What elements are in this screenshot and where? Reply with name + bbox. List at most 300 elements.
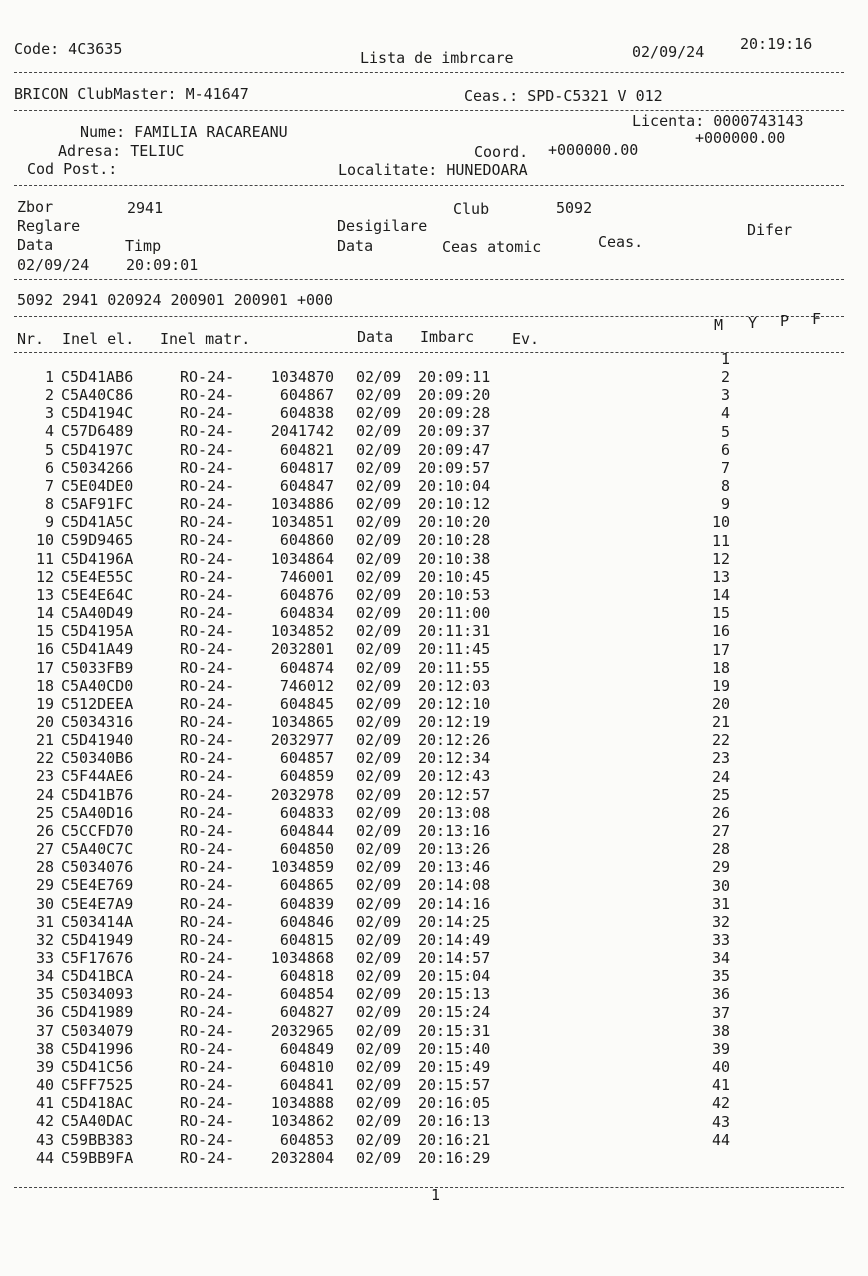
ring-prefix: RO-24-	[180, 1130, 235, 1149]
right-index-number: 31	[711, 894, 730, 913]
row-number: 19	[35, 694, 54, 713]
arrival-time: 20:09:20	[418, 386, 491, 405]
licence-number: Licenta: 0000743143	[632, 112, 804, 130]
arrival-time: 20:16:13	[418, 1112, 491, 1131]
arrival-date: 02/09	[356, 604, 402, 623]
row-number: 27	[35, 840, 54, 859]
ring-prefix: RO-24-	[180, 858, 235, 877]
arrival-time: 20:14:49	[418, 930, 491, 949]
row-number: 10	[35, 531, 54, 550]
arrival-date: 02/09	[356, 1003, 402, 1022]
right-index-number: 18	[711, 658, 730, 677]
electronic-ring: C512DEEA	[61, 694, 134, 713]
electronic-ring: C5D41949	[61, 930, 134, 949]
electronic-ring: C59BB9FA	[61, 1148, 134, 1167]
arrival-date: 02/09	[356, 785, 402, 804]
divider	[14, 185, 844, 186]
col-header-y: Y	[748, 314, 758, 332]
ring-prefix: RO-24-	[180, 1021, 235, 1040]
page-number: 1	[431, 1186, 441, 1204]
electronic-ring: C5AF91FC	[61, 495, 134, 514]
divider	[14, 279, 844, 280]
ring-number: 604853	[279, 1130, 334, 1149]
row-number: 14	[35, 604, 54, 623]
arrival-time: 20:13:08	[418, 803, 491, 822]
setting-date: 02/09/24	[17, 256, 90, 274]
electronic-ring: C59D9465	[61, 531, 134, 550]
right-index-number: 11	[711, 531, 730, 550]
document-title: Lista de imbrcare	[360, 49, 514, 67]
arrival-time: 20:12:19	[418, 712, 491, 731]
arrival-time: 20:11:00	[418, 604, 491, 623]
electronic-ring: C5A40D16	[61, 803, 134, 822]
arrival-date: 02/09	[356, 803, 402, 822]
arrival-date: 02/09	[356, 640, 402, 659]
ring-number: 1034859	[270, 858, 334, 877]
arrival-date: 02/09	[356, 1057, 402, 1076]
ring-number: 1034865	[270, 712, 334, 731]
arrival-time: 20:15:31	[418, 1021, 491, 1040]
ring-number: 1034868	[270, 949, 334, 967]
ring-number: 2041742	[270, 422, 334, 441]
ring-prefix: RO-24-	[180, 604, 235, 623]
right-index-number: 12	[711, 549, 730, 568]
ring-number: 604810	[279, 1057, 334, 1076]
electronic-ring: C5034316	[61, 712, 134, 731]
ring-prefix: RO-24-	[180, 368, 235, 386]
ring-prefix: RO-24-	[180, 985, 235, 1004]
row-number: 31	[35, 912, 54, 931]
right-index-number: 34	[711, 949, 730, 968]
ring-number: 2032801	[270, 640, 334, 659]
row-number: 12	[35, 567, 54, 586]
right-index-number: 2	[720, 368, 730, 387]
ring-prefix: RO-24-	[180, 1039, 235, 1058]
arrival-time: 20:14:16	[418, 894, 491, 913]
ring-prefix: RO-24-	[180, 1057, 235, 1076]
electronic-ring: C5E4E55C	[61, 567, 134, 586]
arrival-date: 02/09	[356, 513, 402, 532]
ring-prefix: RO-24-	[180, 458, 235, 477]
row-number: 25	[35, 803, 54, 822]
arrival-time: 20:15:04	[418, 967, 491, 986]
arrival-time: 20:10:38	[418, 549, 491, 568]
coord-value-1: +000000.00	[548, 141, 639, 159]
ring-prefix: RO-24-	[180, 785, 235, 804]
row-number: 23	[35, 767, 54, 786]
arrival-date: 02/09	[356, 567, 402, 586]
arrival-time: 20:09:47	[418, 440, 491, 459]
ring-number: 1034864	[270, 549, 334, 568]
table-row	[0, 533, 868, 551]
ring-prefix: RO-24-	[180, 731, 235, 750]
electronic-ring: C5D41B76	[61, 785, 134, 804]
arrival-time: 20:12:26	[418, 731, 491, 750]
arrival-time: 20:14:08	[418, 876, 491, 895]
ring-number: 604847	[279, 476, 334, 495]
col-header-p: P	[780, 312, 790, 330]
ring-number: 604818	[279, 967, 334, 986]
ring-number: 604865	[279, 876, 334, 895]
col-header-nr: Nr.	[17, 330, 45, 348]
electronic-ring: C5D41A49	[61, 640, 134, 659]
row-number: 36	[35, 1003, 54, 1022]
electronic-ring: C503414A	[61, 912, 134, 931]
arrival-date: 02/09	[356, 404, 402, 423]
ring-prefix: RO-24-	[180, 967, 235, 986]
col-header-ring-number: Inel matr.	[160, 330, 251, 348]
ring-prefix: RO-24-	[180, 658, 235, 677]
ring-prefix: RO-24-	[180, 676, 235, 695]
electronic-ring: C5034076	[61, 858, 134, 877]
col-header-clocking: Imbarc	[420, 328, 475, 346]
ring-number: 2032965	[270, 1021, 334, 1040]
col-header-event: Ev.	[512, 330, 540, 348]
arrival-time: 20:14:57	[418, 949, 491, 967]
right-index-number: 9	[720, 495, 730, 514]
row-number: 3	[44, 404, 54, 423]
unseal-date-label: Data	[337, 237, 374, 255]
divider	[14, 72, 844, 73]
ring-prefix: RO-24-	[180, 404, 235, 423]
right-index-number: 32	[711, 912, 730, 931]
row-number: 6	[44, 458, 54, 477]
table-row	[0, 1130, 868, 1151]
right-index-number: 43	[711, 1112, 730, 1131]
ring-prefix: RO-24-	[180, 567, 235, 586]
row-number: 24	[35, 785, 54, 804]
arrival-date: 02/09	[356, 658, 402, 677]
unsealing-label: Desigilare	[337, 217, 428, 235]
right-index-number: 27	[711, 822, 730, 841]
ring-number: 746001	[279, 567, 334, 586]
ring-prefix: RO-24-	[180, 821, 235, 840]
table-row	[0, 424, 868, 442]
ring-number: 604821	[279, 440, 334, 459]
right-index-number: 4	[720, 404, 730, 423]
right-index-number: 5	[720, 422, 730, 441]
right-index-number: 24	[711, 767, 730, 786]
arrival-date: 02/09	[356, 1148, 402, 1167]
arrival-date: 02/09	[356, 749, 402, 768]
right-index-number: 22	[711, 731, 730, 750]
right-index-number: 39	[711, 1039, 730, 1058]
arrival-time: 20:13:26	[418, 840, 491, 859]
arrival-date: 02/09	[356, 930, 402, 949]
ring-prefix: RO-24-	[180, 531, 235, 550]
arrival-time: 20:15:40	[418, 1039, 491, 1058]
right-index-number: 7	[720, 458, 730, 477]
right-index-number: 10	[711, 513, 730, 532]
right-index-number: 13	[711, 567, 730, 586]
right-index-number: 42	[711, 1094, 730, 1113]
arrival-time: 20:12:03	[418, 676, 491, 695]
row-number: 37	[35, 1021, 54, 1040]
ring-number: 604876	[279, 585, 334, 604]
electronic-ring: C5D41BCA	[61, 967, 134, 986]
right-index-column	[690, 352, 730, 1151]
row-number: 1	[44, 368, 54, 386]
arrival-date: 02/09	[356, 1130, 402, 1149]
ring-prefix: RO-24-	[180, 585, 235, 604]
coord-label: Coord.	[474, 143, 529, 161]
electronic-ring: C5E4E7A9	[61, 894, 134, 913]
right-index-number: 44	[711, 1130, 730, 1149]
right-index-number: 23	[711, 749, 730, 768]
arrival-time: 20:10:28	[418, 531, 491, 550]
arrival-time: 20:11:45	[418, 640, 491, 659]
row-number: 33	[35, 949, 54, 967]
electronic-ring: C5034093	[61, 985, 134, 1004]
arrival-time: 20:16:21	[418, 1130, 491, 1149]
arrival-date: 02/09	[356, 549, 402, 568]
ring-prefix: RO-24-	[180, 513, 235, 532]
electronic-ring: C5A40DAC	[61, 1112, 134, 1131]
row-number: 4	[44, 422, 54, 441]
arrival-time: 20:15:24	[418, 1003, 491, 1022]
right-index-number: 41	[711, 1076, 730, 1095]
arrival-time: 20:10:20	[418, 513, 491, 532]
col-header-f: F	[812, 310, 822, 328]
row-number: 30	[35, 894, 54, 913]
arrival-time: 20:10:45	[418, 567, 491, 586]
divider	[14, 1187, 844, 1188]
flight-summary-code: 5092 2941 020924 200901 200901 +000	[17, 291, 334, 309]
right-index-number: 3	[720, 386, 730, 405]
right-index-number: 16	[711, 622, 730, 641]
right-index-number: 26	[711, 803, 730, 822]
row-number: 40	[35, 1076, 54, 1095]
arrival-date: 02/09	[356, 840, 402, 859]
ring-number: 604849	[279, 1039, 334, 1058]
arrival-time: 20:16:29	[418, 1148, 491, 1167]
arrival-date: 02/09	[356, 585, 402, 604]
row-number: 9	[44, 513, 54, 532]
row-number: 13	[35, 585, 54, 604]
clocking-table	[0, 370, 868, 1169]
table-row	[0, 1114, 868, 1132]
ring-number: 604817	[279, 458, 334, 477]
arrival-date: 02/09	[356, 495, 402, 514]
ring-prefix: RO-24-	[180, 840, 235, 859]
row-number: 38	[35, 1039, 54, 1058]
print-date: 02/09/24	[632, 43, 705, 61]
right-index-number: 14	[711, 586, 730, 605]
arrival-date: 02/09	[356, 949, 402, 967]
electronic-ring: C5F17676	[61, 949, 134, 967]
postcode-label: Cod Post.:	[27, 160, 118, 178]
table-row	[0, 642, 868, 660]
col-header-m: M	[714, 316, 724, 334]
date-label: Data	[17, 236, 54, 254]
right-index-number: 19	[711, 676, 730, 695]
ring-number: 604850	[279, 840, 334, 859]
ring-prefix: RO-24-	[180, 712, 235, 731]
electronic-ring: C5D41C56	[61, 1057, 134, 1076]
right-index-number: 28	[711, 840, 730, 859]
electronic-ring: C5034079	[61, 1021, 134, 1040]
ring-prefix: RO-24-	[180, 549, 235, 568]
ring-prefix: RO-24-	[180, 386, 235, 405]
arrival-date: 02/09	[356, 894, 402, 913]
ring-number: 604860	[279, 531, 334, 550]
right-index-number: 21	[711, 713, 730, 732]
electronic-ring: C5F44AE6	[61, 767, 134, 786]
row-number: 15	[35, 622, 54, 641]
row-number: 22	[35, 749, 54, 768]
arrival-time: 20:16:05	[418, 1094, 491, 1113]
arrival-time: 20:15:57	[418, 1076, 491, 1095]
row-number: 21	[35, 731, 54, 750]
arrival-date: 02/09	[356, 368, 402, 386]
print-time: 20:19:16	[740, 35, 813, 53]
arrival-time: 20:13:16	[418, 821, 491, 840]
arrival-date: 02/09	[356, 731, 402, 750]
electronic-ring: C57D6489	[61, 422, 134, 441]
ring-number: 2032978	[270, 785, 334, 804]
right-index-number: 30	[711, 876, 730, 895]
electronic-ring: C5D418AC	[61, 1094, 134, 1113]
ring-number: 1034851	[270, 513, 334, 532]
electronic-ring: C5E4E64C	[61, 585, 134, 604]
ring-number: 604841	[279, 1076, 334, 1095]
arrival-time: 20:10:53	[418, 585, 491, 604]
col-header-electronic-ring: Inel el.	[62, 330, 135, 348]
ring-prefix: RO-24-	[180, 949, 235, 967]
arrival-date: 02/09	[356, 531, 402, 550]
ring-prefix: RO-24-	[180, 440, 235, 459]
arrival-time: 20:12:57	[418, 785, 491, 804]
row-number: 11	[35, 549, 54, 568]
time-label: Timp	[125, 237, 162, 255]
electronic-ring: C5D4195A	[61, 622, 134, 641]
coord-value-2: +000000.00	[695, 129, 786, 147]
ring-number: 604839	[279, 894, 334, 913]
ring-number: 604854	[279, 985, 334, 1004]
electronic-ring: C5FF7525	[61, 1076, 134, 1095]
table-row	[0, 1005, 868, 1023]
arrival-date: 02/09	[356, 476, 402, 495]
row-number: 20	[35, 712, 54, 731]
right-index-number: 35	[711, 967, 730, 986]
ring-number: 604834	[279, 604, 334, 623]
electronic-ring: C5A40C86	[61, 386, 134, 405]
electronic-ring: C5D41AB6	[61, 368, 134, 386]
device-name: BRICON ClubMaster: M-41647	[14, 85, 249, 103]
flight-label: Zbor	[17, 198, 54, 216]
ring-number: 2032804	[270, 1148, 334, 1167]
ring-number: 604833	[279, 803, 334, 822]
locality: Localitate: HUNEDOARA	[338, 161, 528, 179]
row-number: 44	[35, 1148, 54, 1167]
owner-name: Nume: FAMILIA RACAREANU	[80, 123, 288, 141]
ring-number: 604867	[279, 386, 334, 405]
row-number: 42	[35, 1112, 54, 1131]
right-index-number: 6	[720, 440, 730, 459]
ring-prefix: RO-24-	[180, 1094, 235, 1113]
ring-prefix: RO-24-	[180, 694, 235, 713]
divider	[14, 110, 844, 111]
ring-number: 604838	[279, 404, 334, 423]
arrival-date: 02/09	[356, 1039, 402, 1058]
arrival-time: 20:11:31	[418, 622, 491, 641]
atomic-clock-label: Ceas atomic	[442, 238, 542, 256]
table-row	[0, 1148, 868, 1169]
ring-number: 604857	[279, 749, 334, 768]
arrival-date: 02/09	[356, 712, 402, 731]
ring-prefix: RO-24-	[180, 1076, 235, 1095]
arrival-date: 02/09	[356, 458, 402, 477]
arrival-date: 02/09	[356, 1021, 402, 1040]
row-number: 7	[44, 476, 54, 495]
setting-label: Reglare	[17, 217, 81, 235]
arrival-date: 02/09	[356, 858, 402, 877]
owner-address: Adresa: TELIUC	[58, 142, 185, 160]
setting-time: 20:09:01	[126, 256, 199, 274]
right-index-number: 1	[720, 350, 730, 368]
arrival-time: 20:09:37	[418, 422, 491, 441]
ring-number: 604844	[279, 821, 334, 840]
ring-prefix: RO-24-	[180, 803, 235, 822]
right-index-number: 8	[720, 477, 730, 496]
electronic-ring: C5D4194C	[61, 404, 134, 423]
ring-prefix: RO-24-	[180, 622, 235, 641]
electronic-ring: C5E04DE0	[61, 476, 134, 495]
ring-prefix: RO-24-	[180, 912, 235, 931]
arrival-date: 02/09	[356, 440, 402, 459]
row-number: 35	[35, 985, 54, 1004]
ring-number: 1034888	[270, 1094, 334, 1113]
right-index-number: 25	[711, 785, 730, 804]
arrival-date: 02/09	[356, 422, 402, 441]
table-row	[0, 549, 868, 570]
table-row	[0, 878, 868, 896]
arrival-time: 20:12:34	[418, 749, 491, 768]
right-index-number: 40	[711, 1058, 730, 1077]
ring-number: 604846	[279, 912, 334, 931]
arrival-date: 02/09	[356, 694, 402, 713]
ring-prefix: RO-24-	[180, 1112, 235, 1131]
clock-id: Ceas.: SPD-C5321 V 012	[464, 87, 663, 105]
electronic-ring: C5034266	[61, 458, 134, 477]
ring-number: 1034862	[270, 1112, 334, 1131]
row-number: 8	[44, 495, 54, 514]
electronic-ring: C5D41996	[61, 1039, 134, 1058]
flight-number: 2941	[127, 199, 164, 217]
right-index-number: 38	[711, 1021, 730, 1040]
ring-prefix: RO-24-	[180, 495, 235, 514]
ring-number: 1034886	[270, 495, 334, 514]
col-header-date: Data	[357, 328, 394, 346]
arrival-time: 20:15:13	[418, 985, 491, 1004]
row-number: 39	[35, 1057, 54, 1076]
arrival-date: 02/09	[356, 1112, 402, 1131]
ring-prefix: RO-24-	[180, 749, 235, 768]
club-number: 5092	[556, 199, 593, 217]
table-row	[0, 894, 868, 915]
electronic-ring: C5D41989	[61, 1003, 134, 1022]
right-index-number: 36	[711, 985, 730, 1004]
arrival-date: 02/09	[356, 1094, 402, 1113]
row-number: 26	[35, 821, 54, 840]
row-number: 41	[35, 1094, 54, 1113]
ring-prefix: RO-24-	[180, 476, 235, 495]
ring-number: 604874	[279, 658, 334, 677]
ring-number: 604859	[279, 767, 334, 786]
difference-label: Difer	[747, 221, 793, 239]
arrival-date: 02/09	[356, 967, 402, 986]
right-index-number: 20	[711, 694, 730, 713]
